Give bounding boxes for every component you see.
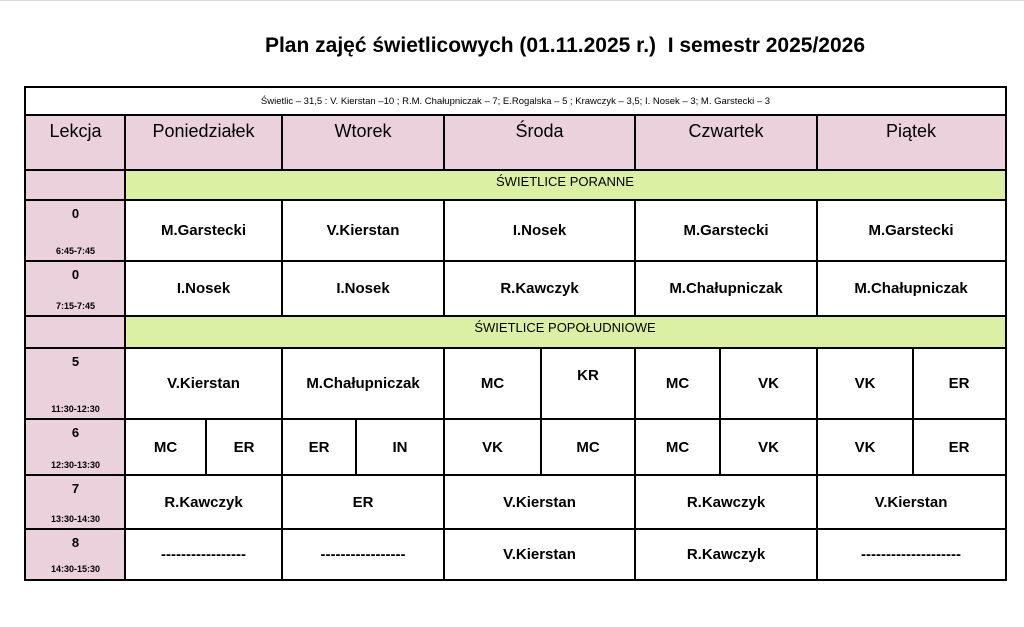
- slot-8-monday: -----------------: [161, 545, 246, 563]
- slot-0b-tuesday: I.Nosek: [336, 280, 390, 297]
- lesson-time: 13:30-14:30: [50, 514, 101, 524]
- lesson-number: 0: [71, 206, 80, 221]
- slot-5-tuesday: M.Chałupniczak: [306, 375, 420, 392]
- grid-line: [719, 348, 721, 475]
- grid-line: [443, 348, 445, 579]
- grid-line: [26, 260, 1005, 262]
- slot-6-thursday-b: VK: [758, 438, 779, 456]
- grid-line: [443, 200, 445, 316]
- grid-line: [816, 348, 818, 579]
- slot-5-friday-b: ER: [948, 375, 970, 392]
- band-afternoon: ŚWIETLICE POPOŁUDNIOWE: [125, 316, 1005, 348]
- grid-line: [540, 348, 542, 475]
- slot-8-wednesday: V.Kierstan: [503, 545, 576, 563]
- slot-5-wednesday-a: MC: [480, 375, 505, 392]
- grid-line: [634, 115, 636, 170]
- slot-5-wednesday-b: KR: [577, 367, 599, 384]
- band-afternoon-lesson-cell: [26, 316, 125, 348]
- band-morning-lesson-cell: [26, 170, 125, 200]
- header-monday: Poniedziałek: [125, 115, 282, 170]
- header-thursday: Czwartek: [635, 115, 817, 170]
- slot-6-thursday-a: MC: [665, 438, 690, 456]
- grid-line: [634, 200, 636, 316]
- lesson-6: [26, 419, 125, 475]
- top-rule: [0, 0, 1024, 1]
- slot-6-wednesday-a: VK: [482, 438, 503, 456]
- slot-6-tuesday-a: ER: [308, 438, 330, 456]
- grid-line: [26, 528, 1005, 530]
- slot-6-tuesday-b: IN: [392, 438, 408, 456]
- grid-line: [816, 200, 818, 316]
- grid-line: [281, 200, 283, 316]
- slot-5-thursday-a: MC: [665, 375, 690, 392]
- grid-line: [281, 348, 283, 579]
- grid-line: [443, 115, 445, 170]
- header-wednesday: Środa: [444, 115, 635, 170]
- grid-line: [205, 419, 207, 475]
- slot-7-friday: V.Kierstan: [874, 493, 948, 511]
- page-title: Plan zajęć świetlicowych (01.11.2025 r.) I semestr 2025/2026: [264, 34, 866, 57]
- grid-line: [26, 169, 1005, 171]
- lesson-time: 7:15-7:45: [55, 301, 96, 311]
- lesson-number: 8: [71, 535, 80, 550]
- grid-line: [816, 115, 818, 170]
- slot-7-tuesday: ER: [352, 493, 374, 511]
- schedule-table: [24, 86, 1007, 581]
- lesson-8: [26, 529, 125, 579]
- grid-line: [26, 347, 1005, 349]
- slot-8-friday: --------------------: [861, 545, 961, 563]
- grid-line: [281, 115, 283, 170]
- slot-7-wednesday: V.Kierstan: [503, 493, 576, 511]
- grid-line: [634, 348, 636, 579]
- grid-line: [355, 419, 357, 475]
- grid-line: [26, 418, 1005, 420]
- header-lesson: Lekcja: [26, 115, 125, 170]
- staff-hours-summary: Świetlic – 31,5 : V. Kierstan –10 ; R.M. Chałupniczak – 7; E.Rogalska – 5 ; Krawczyk – 3,5; I. Nosek – 3; M. Garstecki – 3: [260, 96, 771, 107]
- lesson-time: 12:30-13:30: [50, 460, 101, 470]
- slot-0a-thursday: M.Garstecki: [683, 222, 769, 239]
- grid-line: [26, 114, 1005, 116]
- slot-5-friday-a: VK: [854, 375, 876, 392]
- slot-8-thursday: R.Kawczyk: [686, 545, 766, 563]
- slot-6-friday-a: VK: [854, 438, 876, 456]
- slot-0b-thursday: M.Chałupniczak: [669, 280, 783, 297]
- lesson-7: [26, 475, 125, 529]
- lesson-time: 11:30-12:30: [51, 404, 100, 414]
- band-morning: ŚWIETLICE PORANNE: [125, 170, 1005, 200]
- slot-5-thursday-b: VK: [758, 375, 779, 392]
- lesson-number: 6: [71, 425, 80, 440]
- lesson-time: 6:45-7:45: [55, 246, 96, 256]
- lesson-5: [26, 348, 125, 419]
- slot-0b-wednesday: R.Kawczyk: [500, 280, 579, 297]
- lesson-number: 7: [71, 481, 80, 496]
- slot-8-tuesday: -----------------: [320, 545, 406, 563]
- grid-line: [912, 348, 914, 475]
- slot-6-wednesday-b: MC: [576, 438, 600, 456]
- header-friday: Piątek: [817, 115, 1005, 170]
- lesson-0-early: [26, 200, 125, 261]
- slot-5-monday: V.Kierstan: [167, 375, 240, 392]
- grid-line: [124, 115, 126, 579]
- slot-0a-tuesday: V.Kierstan: [326, 222, 400, 239]
- grid-line: [26, 474, 1005, 476]
- grid-line: [26, 199, 1005, 201]
- slot-7-thursday: R.Kawczyk: [686, 493, 766, 511]
- header-tuesday: Wtorek: [282, 115, 444, 170]
- lesson-number: 5: [71, 354, 80, 369]
- slot-6-monday-b: ER: [233, 438, 255, 456]
- lesson-number: 0: [71, 267, 80, 282]
- slot-7-monday: R.Kawczyk: [164, 493, 243, 511]
- lesson-0-late: [26, 261, 125, 316]
- slot-0a-monday: M.Garstecki: [160, 222, 247, 239]
- slot-6-monday-a: MC: [153, 438, 178, 456]
- slot-0a-wednesday: I.Nosek: [512, 222, 567, 239]
- slot-6-friday-b: ER: [948, 438, 970, 456]
- grid-line: [26, 315, 1005, 317]
- slot-0b-monday: I.Nosek: [176, 280, 231, 297]
- lesson-time: 14:30-15:30: [50, 564, 101, 574]
- slot-0a-friday: M.Garstecki: [868, 222, 954, 239]
- slot-0b-friday: M.Chałupniczak: [854, 280, 968, 297]
